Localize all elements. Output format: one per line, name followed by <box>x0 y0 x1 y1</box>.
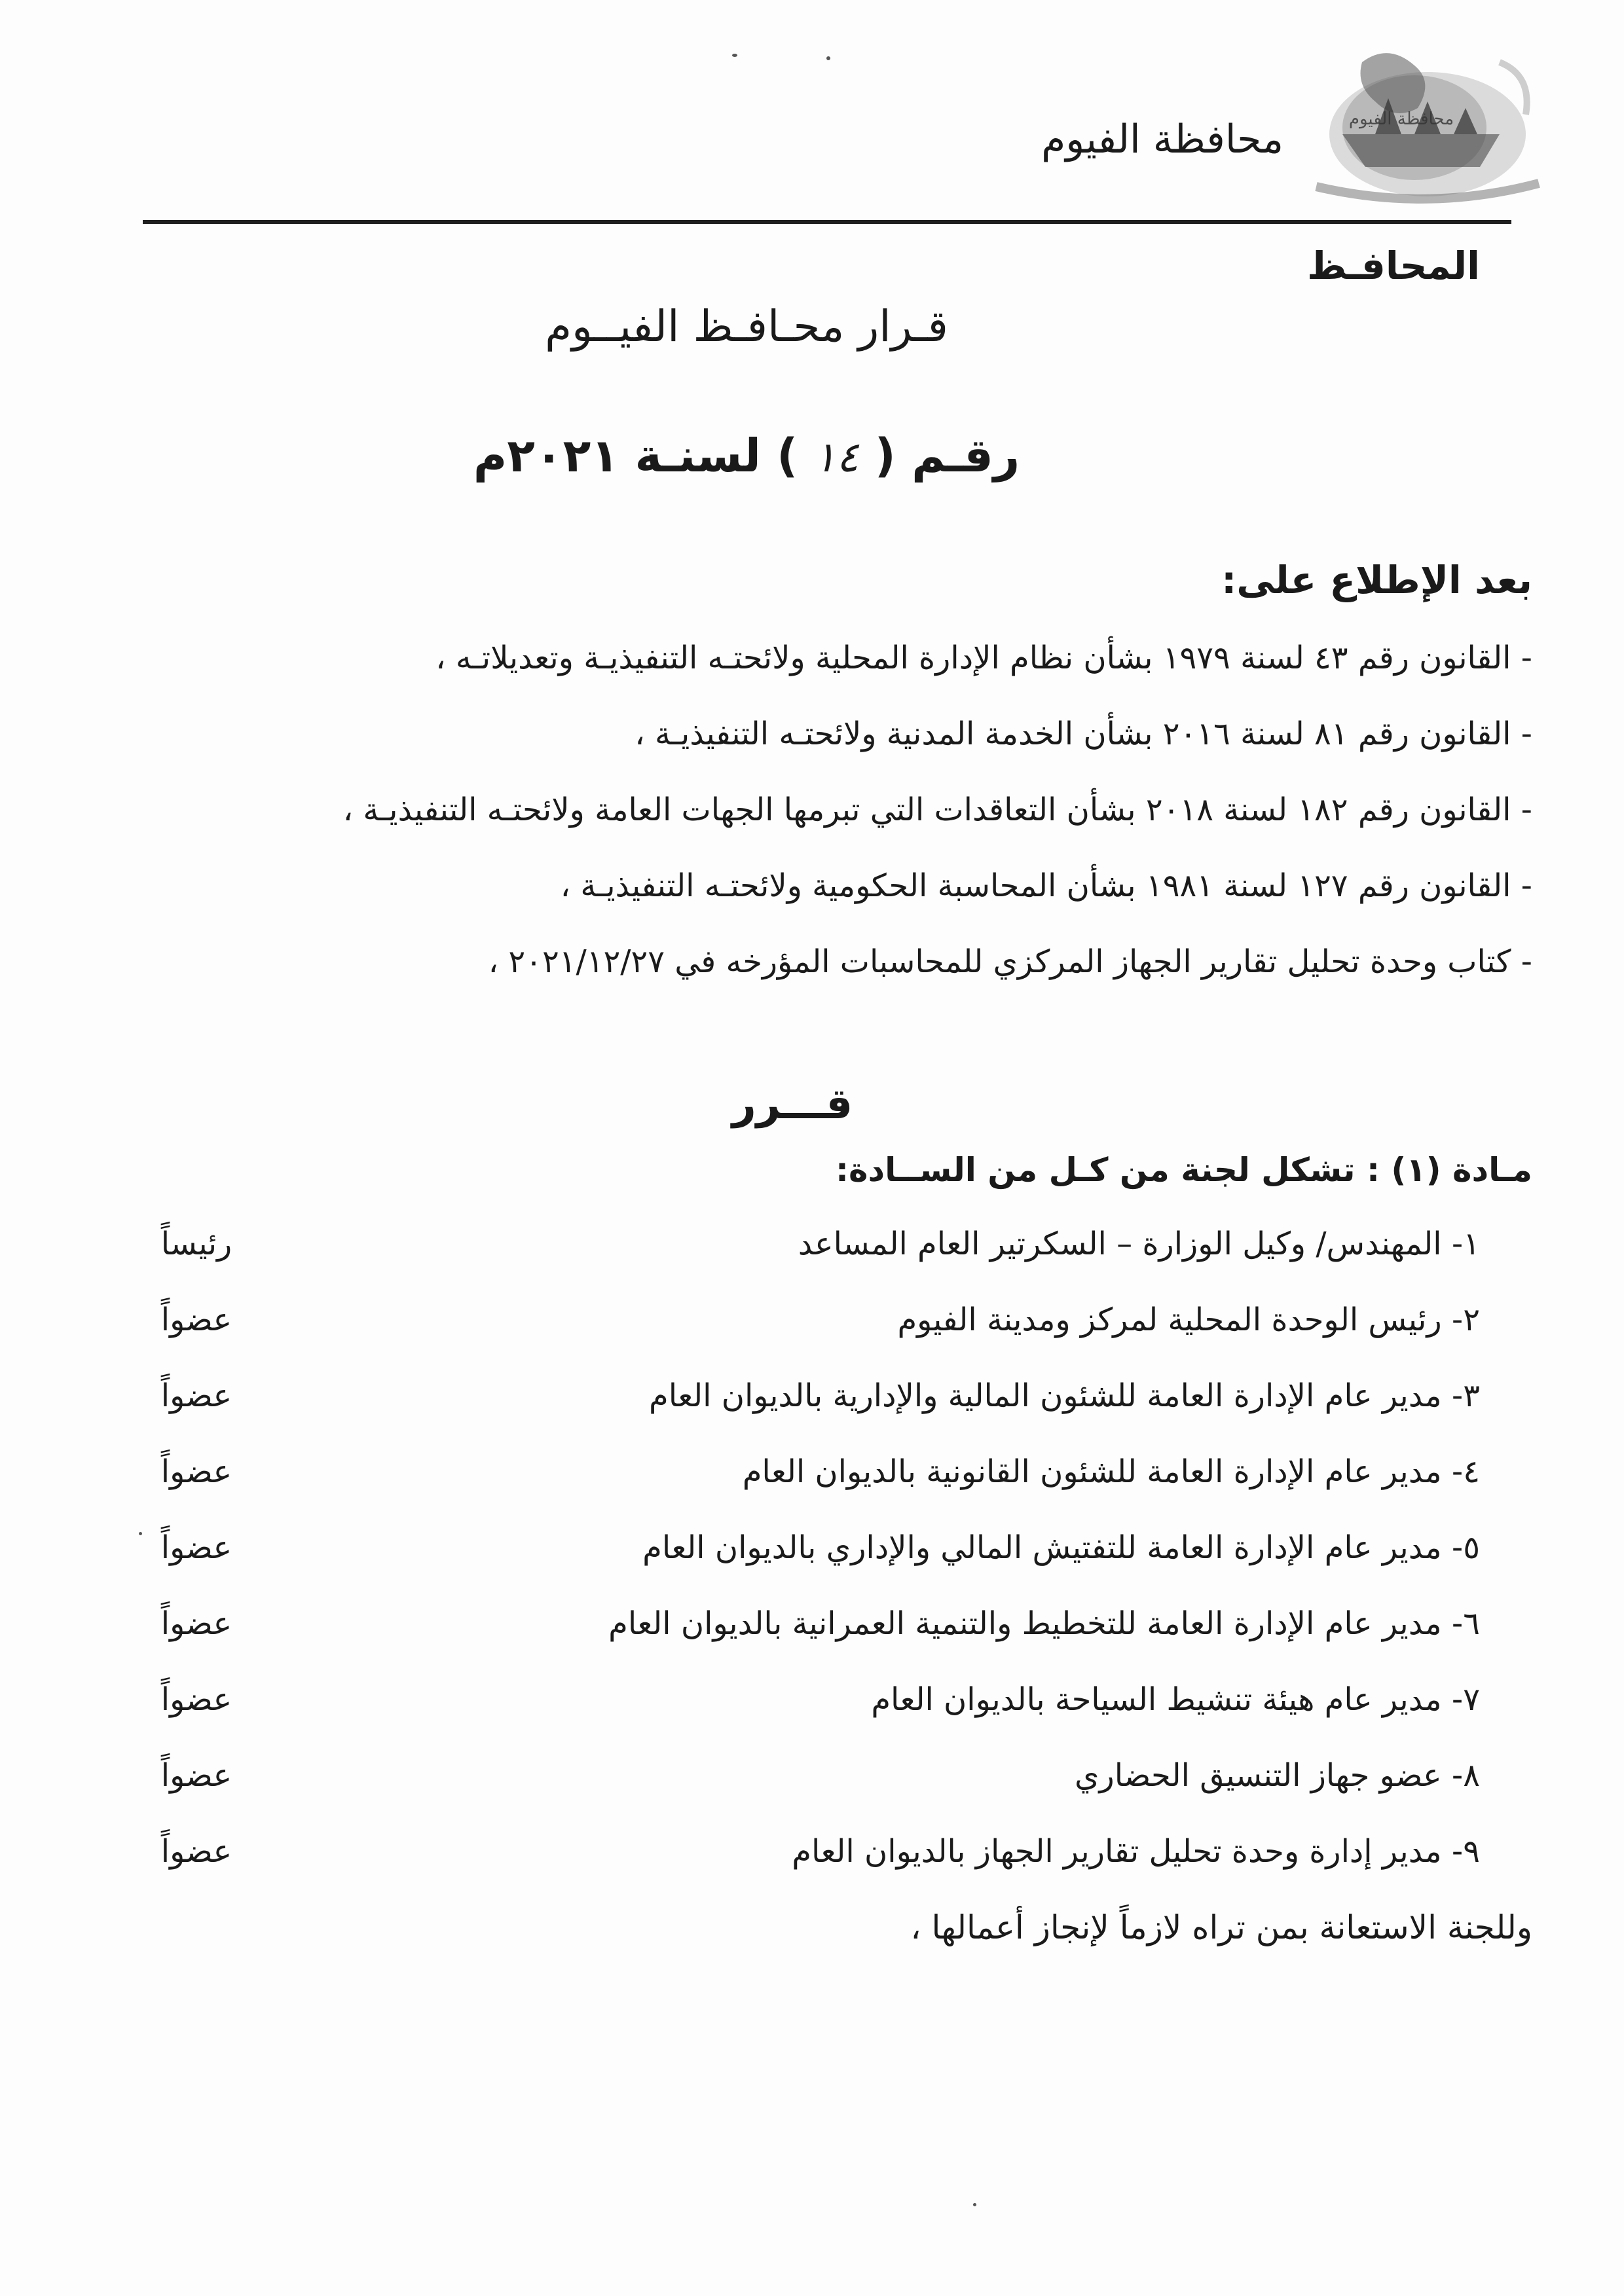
governorate-name: محافظة الفيوم <box>1041 117 1283 162</box>
governorate-seal <box>1303 36 1552 213</box>
decree-number-value: ١٤ <box>813 433 859 482</box>
member-row <box>151 1224 1480 1300</box>
reference-item: - القانون رقم ٨١ لسنة ٢٠١٦ بشأن الخدمة المدنية ولائحتـه التنفيذيـة ، <box>635 716 1532 752</box>
member-role: عضواً <box>160 1377 232 1414</box>
member-row <box>151 1528 1480 1604</box>
member-role: عضواً <box>160 1681 232 1718</box>
decree-title: قـرار محـافـظ الفيــوم <box>545 301 948 352</box>
member-row <box>151 1604 1480 1680</box>
scan-speck <box>732 54 737 57</box>
scan-speck <box>973 2203 976 2206</box>
decree-number-prefix: رقـم ( <box>874 429 1020 483</box>
reference-item: - القانون رقم ١٨٢ لسنة ٢٠١٨ بشأن التعاقدات التي تبرمها الجهات العامة ولائحتـه التنفيذيـة ، <box>342 792 1532 828</box>
references-list <box>144 638 1532 1018</box>
seal-lettering: محافظة الفيوم <box>1348 109 1454 129</box>
article-1: مـادة (١) : تشكل لجنة من كـل من الســادة: <box>835 1151 1532 1189</box>
references-heading: بعد الإطلاع على: <box>1221 558 1532 602</box>
member-name: ٤- مدير عام الإدارة العامة للشئون القانونية بالديوان العام <box>742 1453 1480 1490</box>
member-name: ١- المهندس/ وكيل الوزارة – السكرتير العام المساعد <box>798 1226 1480 1262</box>
member-role: عضواً <box>160 1453 232 1490</box>
member-name: ٢- رئيس الوحدة المحلية لمركز ومدينة الفيوم <box>897 1302 1480 1338</box>
scan-speck <box>826 56 830 60</box>
header-divider <box>143 220 1511 224</box>
office-label: المحافـظ <box>1306 244 1480 288</box>
member-role: عضواً <box>160 1605 232 1642</box>
member-row <box>151 1756 1480 1832</box>
reference-item: - القانون رقم ١٢٧ لسنة ١٩٨١ بشأن المحاسبة الحكومية ولائحتـه التنفيذيـة ، <box>560 867 1532 904</box>
member-name: ٩- مدير إدارة وحدة تحليل تقارير الجهاز بالديوان العام <box>792 1833 1480 1870</box>
member-role: عضواً <box>160 1529 232 1566</box>
member-role: رئيساً <box>160 1226 232 1262</box>
member-row <box>151 1376 1480 1452</box>
member-role: عضواً <box>160 1833 232 1870</box>
member-role: عضواً <box>160 1757 232 1794</box>
member-name: ٦- مدير عام الإدارة العامة للتخطيط والتنمية العمرانية بالديوان العام <box>608 1605 1480 1642</box>
decree-number <box>471 429 1022 483</box>
decree-number-suffix: ) لسنـة ٢٠٢١م <box>473 429 798 483</box>
reference-item: - كتاب وحدة تحليل تقارير الجهاز المركزي للمحاسبات المؤرخه في ٢٠٢١/١٢/٢٧ ، <box>488 943 1532 980</box>
member-row <box>151 1452 1480 1528</box>
closing-clause: وللجنة الاستعانة بمن تراه لازماً لإنجاز أعمالها ، <box>910 1908 1532 1946</box>
member-row <box>151 1680 1480 1756</box>
member-row <box>151 1832 1480 1908</box>
member-name: ٨- عضو جهاز التنسيق الحضاري <box>1074 1757 1480 1794</box>
member-row <box>151 1300 1480 1376</box>
member-name: ٥- مدير عام الإدارة العامة للتفتيش المالي والإداري بالديوان العام <box>642 1529 1480 1566</box>
member-role: عضواً <box>160 1302 232 1338</box>
scan-speck <box>139 1532 142 1535</box>
decision-heading: قـــرر <box>731 1080 853 1129</box>
committee-members-list <box>151 1224 1480 1908</box>
member-name: ٣- مدير عام الإدارة العامة للشئون المالية والإدارية بالديوان العام <box>648 1377 1480 1414</box>
reference-item: - القانون رقم ٤٣ لسنة ١٩٧٩ بشأن نظام الإدارة المحلية ولائحتـه التنفيذيـة وتعديلاتـه ، <box>435 640 1532 676</box>
member-name: ٧- مدير عام هيئة تنشيط السياحة بالديوان العام <box>871 1681 1480 1718</box>
